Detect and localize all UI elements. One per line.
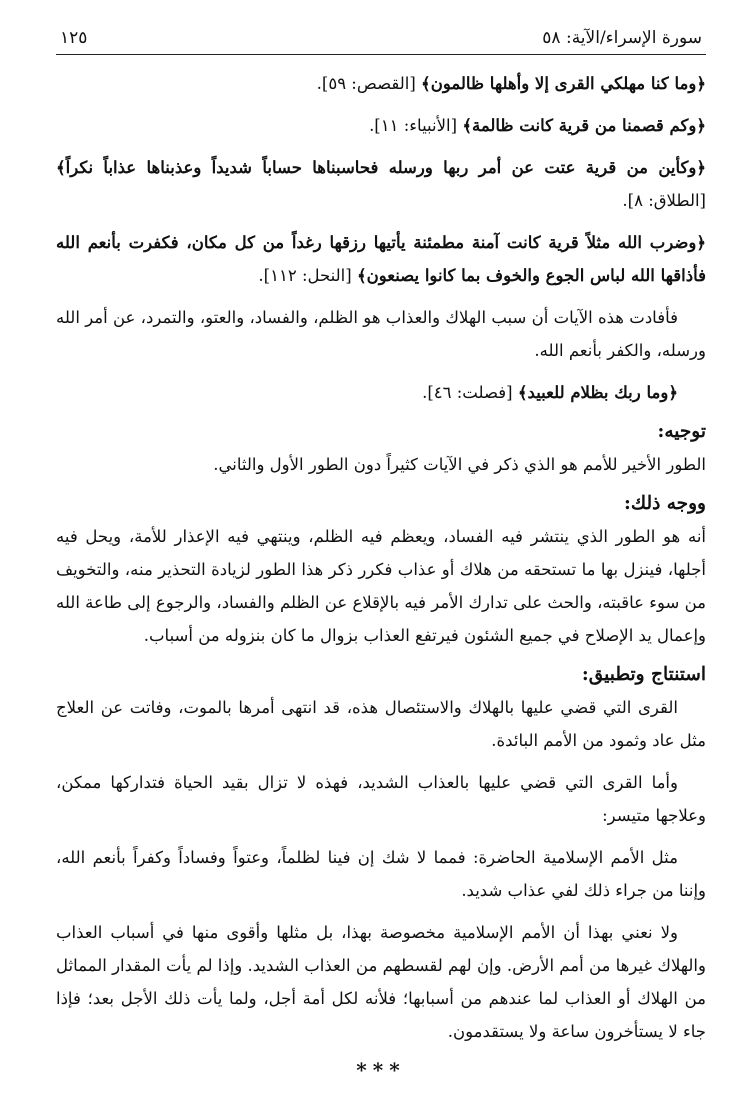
page-header — [56, 28, 706, 55]
heading-tawjih: توجيه: — [657, 421, 706, 442]
ayah-reference: [فصلت: ٤٦]. — [422, 383, 518, 402]
ayah-text: ﴿وما ربك بظلام للعبيد﴾ — [517, 383, 678, 402]
conclusion-paragraph: فأفادت هذه الآيات أن سبب الهلاك والعذاب هو الظلم، والفساد، والعتو، والتمرد، عن أمر الله ورسله، والكفر بأنعم الله. — [56, 308, 706, 360]
book-page — [56, 28, 706, 1082]
ayah-text: ﴿وكأين من قرية عتت عن أمر ربها ورسله فحاسبناها حساباً شديداً وعذبناها عذاباً نكراً﴾ — [56, 158, 706, 177]
ayah-reference: [الأنبياء: ١١]. — [369, 116, 463, 135]
ayah-text: ﴿وما كنا مهلكي القرى إلا وأهلها ظالمون﴾ — [421, 74, 706, 93]
section-separator: *** — [356, 1058, 406, 1082]
ayah-text: ﴿وضرب الله مثلاً قرية كانت آمنة مطمئنة يأتيها رزقها رغداً من كل مكان، فكفرت بأنعم الله فأذاقها الله لباس الجوع والخوف بما كانوا يصنعون﴾ — [56, 233, 706, 285]
tawjih-paragraph: الطور الأخير للأمم هو الذي ذكر في الآيات كثيراً دون الطور الأول والثاني. — [213, 455, 706, 474]
ayah-text: ﴿وكم قصمنا من قرية كانت ظالمة﴾ — [462, 116, 706, 135]
page-number: ١٢٥ — [60, 28, 88, 48]
istintaj-paragraph-3: مثل الأمم الإسلامية الحاضرة: فمما لا شك إن فينا لظلماً، وعتواً وفساداً وكفراً بأنعم الله، وإننا من جراء ذلك لفي عذاب شديد. — [56, 848, 706, 900]
quote-anbiya — [56, 109, 706, 142]
surah-reference: سورة الإسراء/الآية: ٥٨ — [542, 28, 702, 48]
quote-qasas — [56, 67, 706, 100]
wajh-paragraph: أنه هو الطور الذي ينتشر فيه الفساد، ويعظم فيه الظلم، وينتهي فيه الإعذار للأمة، ويحل فيه أجلها، فينزل بها ما تستحقه من هلاك أو عذاب فكرر ذكر هذا الطور لزيادة التحذير منه، والتخويف من سوء عاقبته، والحث على تدارك الأمر فيه بالإقلاع عن الظلم والفساد، والرجوع إلى طاعة الله وإعمال يد الإصلاح في جميع الشئون فيرتفع العذاب بزوال ما كان بنزوله من أسباب. — [56, 527, 706, 645]
heading-wajh: ووجه ذلك: — [624, 493, 706, 514]
quote-talaq — [56, 151, 706, 217]
istintaj-paragraph-1: القرى التي قضي عليها بالهلاك والاستئصال هذه، قد انتهى أمرها بالموت، وفاتت عن العلاج مثل عاد وثمود من الأمم البائدة. — [56, 698, 706, 750]
ayah-reference: [الطلاق: ٨]. — [622, 191, 706, 210]
heading-istintaj: استنتاج وتطبيق: — [581, 664, 706, 685]
istintaj-paragraph-2: وأما القرى التي قضي عليها بالعذاب الشديد، فهذه لا تزال بقيد الحياة فتداركها ممكن، وعلاجها متيسر: — [56, 773, 706, 825]
ayah-reference: [القصص: ٥٩]. — [316, 74, 422, 93]
ayah-reference: [النحل: ١١٢]. — [258, 266, 357, 285]
page-content — [56, 55, 706, 1082]
istintaj-paragraph-4: ولا نعني بهذا أن الأمم الإسلامية مخصوصة بهذا، بل مثلها وأقوى منها في أسباب العذاب والهلاك غيرها من أمم الأرض. وإن لهم لقسطهم من العذاب الشديد. وإذا لم يأت المقدار المماثل من الهلاك أو العذاب لما عندهم من أسبابها؛ فلأنه لكل أمة أجل، ولما يأت ذلك الأجل بعد؛ فإذا جاء لا يستأخرون ساعة ولا يستقدمون. — [56, 923, 706, 1041]
quote-fussilat — [56, 376, 706, 409]
quote-nahl — [56, 226, 706, 292]
